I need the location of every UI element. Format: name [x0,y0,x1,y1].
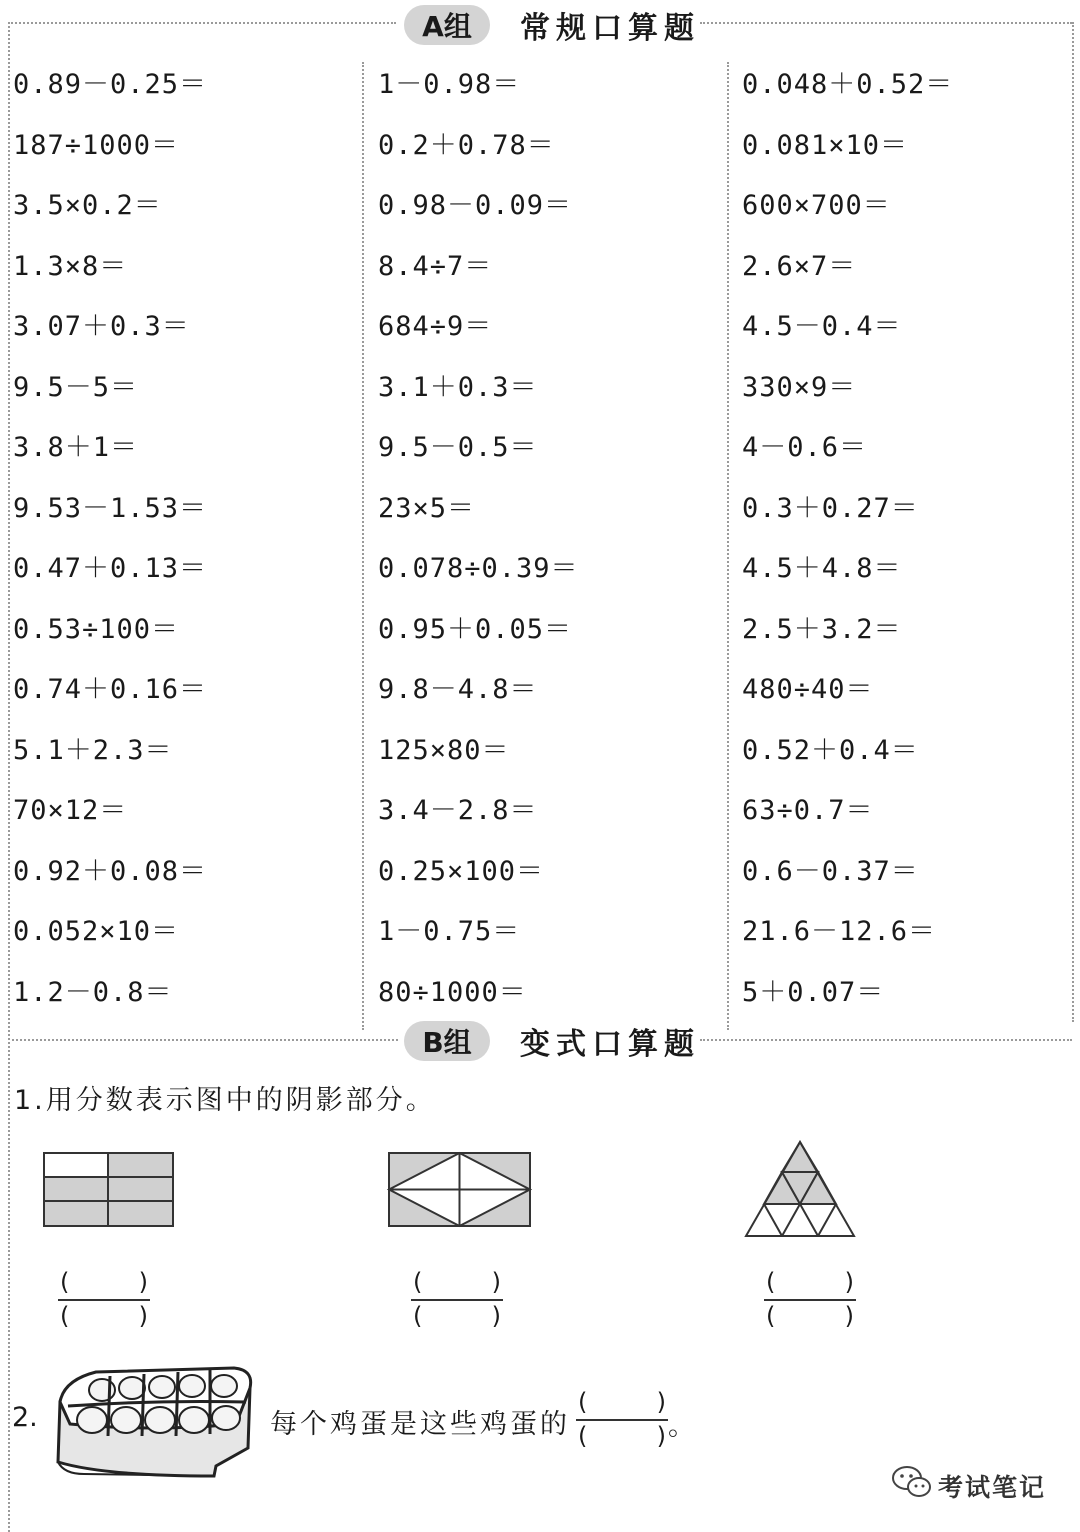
arithmetic-problem: 600×700＝ [742,190,891,221]
arithmetic-problem: 63÷0.7＝ [742,795,874,826]
triangle-edge-4 [818,1204,836,1236]
paren: ) [491,1302,501,1330]
arithmetic-problem: 330×9＝ [742,371,857,403]
column-divider-2 [727,62,729,1030]
paren: ( [60,1268,70,1296]
egg [212,1406,240,1430]
arithmetic-problem: 125×80＝ [378,734,510,766]
arithmetic-problem: 0.74＋0.16＝ [13,674,208,705]
question-1 [14,1078,436,1117]
egg [211,1375,237,1397]
arithmetic-problem: 0.048＋0.52＝ [742,69,954,100]
frame-top-border-right [700,22,1072,24]
arithmetic-problem: 4－0.6＝ [742,432,868,463]
paren: ) [491,1268,501,1296]
arithmetic-problem: 0.52＋0.4＝ [742,734,919,766]
arithmetic-problem: 9.5－0.5＝ [378,432,538,463]
answer-fraction-1[interactable] [58,1268,150,1332]
arithmetic-problem: 70×12＝ [13,795,128,826]
egg-carton-image [44,1362,258,1478]
arithmetic-problem: 5＋0.07＝ [742,976,885,1008]
wechat-icon [890,1462,934,1502]
arithmetic-problem: 21.6－12.6＝ [742,916,937,947]
arithmetic-problem: 9.5－5＝ [13,371,139,403]
arithmetic-problem: 3.8＋1＝ [13,432,139,463]
arithmetic-problem: 0.052×10＝ [13,916,180,947]
question-2-text: 每个鸡蛋是这些鸡蛋的 [270,1409,570,1440]
paren: ) [656,1388,666,1416]
fraction-bar [576,1419,668,1421]
paren: ( [766,1302,776,1330]
paren: ( [413,1268,423,1296]
arithmetic-problem: 0.92＋0.08＝ [13,855,208,887]
paren: ) [138,1268,148,1296]
fraction-bar [411,1299,503,1301]
paren: ( [413,1302,423,1330]
paren: ) [844,1268,854,1296]
paren: ) [844,1302,854,1330]
triangle-edge-2 [782,1204,800,1236]
arithmetic-problem: 480÷40＝ [742,674,874,705]
arithmetic-problem: 0.47＋0.13＝ [13,553,208,584]
triangle-edge-3 [800,1204,818,1236]
arithmetic-problem: 8.4÷7＝ [378,250,493,282]
arithmetic-problem: 23×5＝ [378,492,476,524]
arithmetic-problem: 0.98－0.09＝ [378,190,573,221]
arithmetic-problem: 0.2＋0.78＝ [378,129,555,161]
arithmetic-problem: 0.6－0.37＝ [742,855,919,887]
arithmetic-problem: 9.53－1.53＝ [13,492,208,524]
fraction-bar [58,1299,150,1301]
arithmetic-problem: 1.2－0.8＝ [13,976,173,1008]
egg [119,1377,145,1399]
frame-top-border-left [8,22,396,24]
arithmetic-problem: 684÷9＝ [378,311,493,342]
arithmetic-problem: 0.078÷0.39＝ [378,553,579,584]
arithmetic-problem: 4.5＋4.8＝ [742,553,902,584]
paren: ( [766,1268,776,1296]
question-1-number: 1. [14,1085,46,1116]
egg [149,1376,175,1398]
arithmetic-problem: 1－0.75＝ [378,916,521,947]
fraction-bar [764,1299,856,1301]
triangle-shaded-top [782,1142,818,1172]
arithmetic-problem: 9.8－4.8＝ [378,674,538,705]
arithmetic-problem: 0.95＋0.05＝ [378,613,573,645]
group-a-title: 常规口算题 [520,11,700,46]
arithmetic-problem: 80÷1000＝ [378,976,527,1008]
group-b-title: 变式口算题 [520,1027,700,1062]
watermark-text: 考试笔记 [938,1473,1047,1502]
column-divider-1 [362,62,364,1030]
arithmetic-problem: 1.3×8＝ [13,250,128,282]
paren: ) [138,1302,148,1330]
arithmetic-problem: 3.4－2.8＝ [378,795,538,826]
paren: ) [656,1422,666,1450]
arithmetic-problem: 0.53÷100＝ [13,613,180,645]
section-separator-right [700,1039,1072,1041]
figure-rectangle-rhombus [385,1150,535,1230]
arithmetic-problem: 3.5×0.2＝ [13,190,162,221]
egg [77,1407,107,1433]
group-b-header [404,1019,700,1063]
arithmetic-problem: 1－0.98＝ [378,69,521,100]
section-separator-left [12,1039,398,1041]
arithmetic-problem: 0.081×10＝ [742,129,909,161]
egg [111,1407,141,1433]
question-2-period: 。 [668,1411,698,1442]
arithmetic-problem: 2.5＋3.2＝ [742,613,902,645]
paren: ( [60,1302,70,1330]
question-1-text: 用分数表示图中的阴影部分。 [45,1085,436,1116]
arithmetic-problem: 0.89－0.25＝ [13,69,208,100]
egg [145,1407,175,1433]
paren: ( [578,1388,588,1416]
arithmetic-problem: 0.3＋0.27＝ [742,492,919,524]
paren: ( [578,1422,588,1450]
arithmetic-problem: 5.1＋2.3＝ [13,734,173,766]
arithmetic-problem: 0.25×100＝ [378,855,545,887]
arithmetic-problem: 2.6×7＝ [742,250,857,282]
triangle-edge-1 [764,1204,782,1236]
figure-grid-rectangle [40,1150,178,1230]
figure-subdivided-triangle [742,1138,860,1242]
arithmetic-problem: 3.07＋0.3＝ [13,311,190,342]
egg [179,1407,209,1433]
arithmetic-problem: 4.5－0.4＝ [742,311,902,342]
frame-right-border [1072,22,1074,1022]
group-b-badge: B组 [404,1021,490,1061]
egg [179,1375,205,1397]
group-a-header [404,3,700,47]
group-a-badge: A组 [404,5,490,45]
arithmetic-problem: 187÷1000＝ [13,129,180,161]
answer-fraction-eggs[interactable] [576,1388,668,1452]
frame-left-border [8,22,10,1532]
answer-fraction-3[interactable] [764,1268,856,1332]
grid-unshaded-cell [44,1153,108,1177]
arithmetic-problem: 3.1＋0.3＝ [378,371,538,403]
answer-fraction-2[interactable] [411,1268,503,1332]
question-2-number: 2. [12,1402,38,1433]
